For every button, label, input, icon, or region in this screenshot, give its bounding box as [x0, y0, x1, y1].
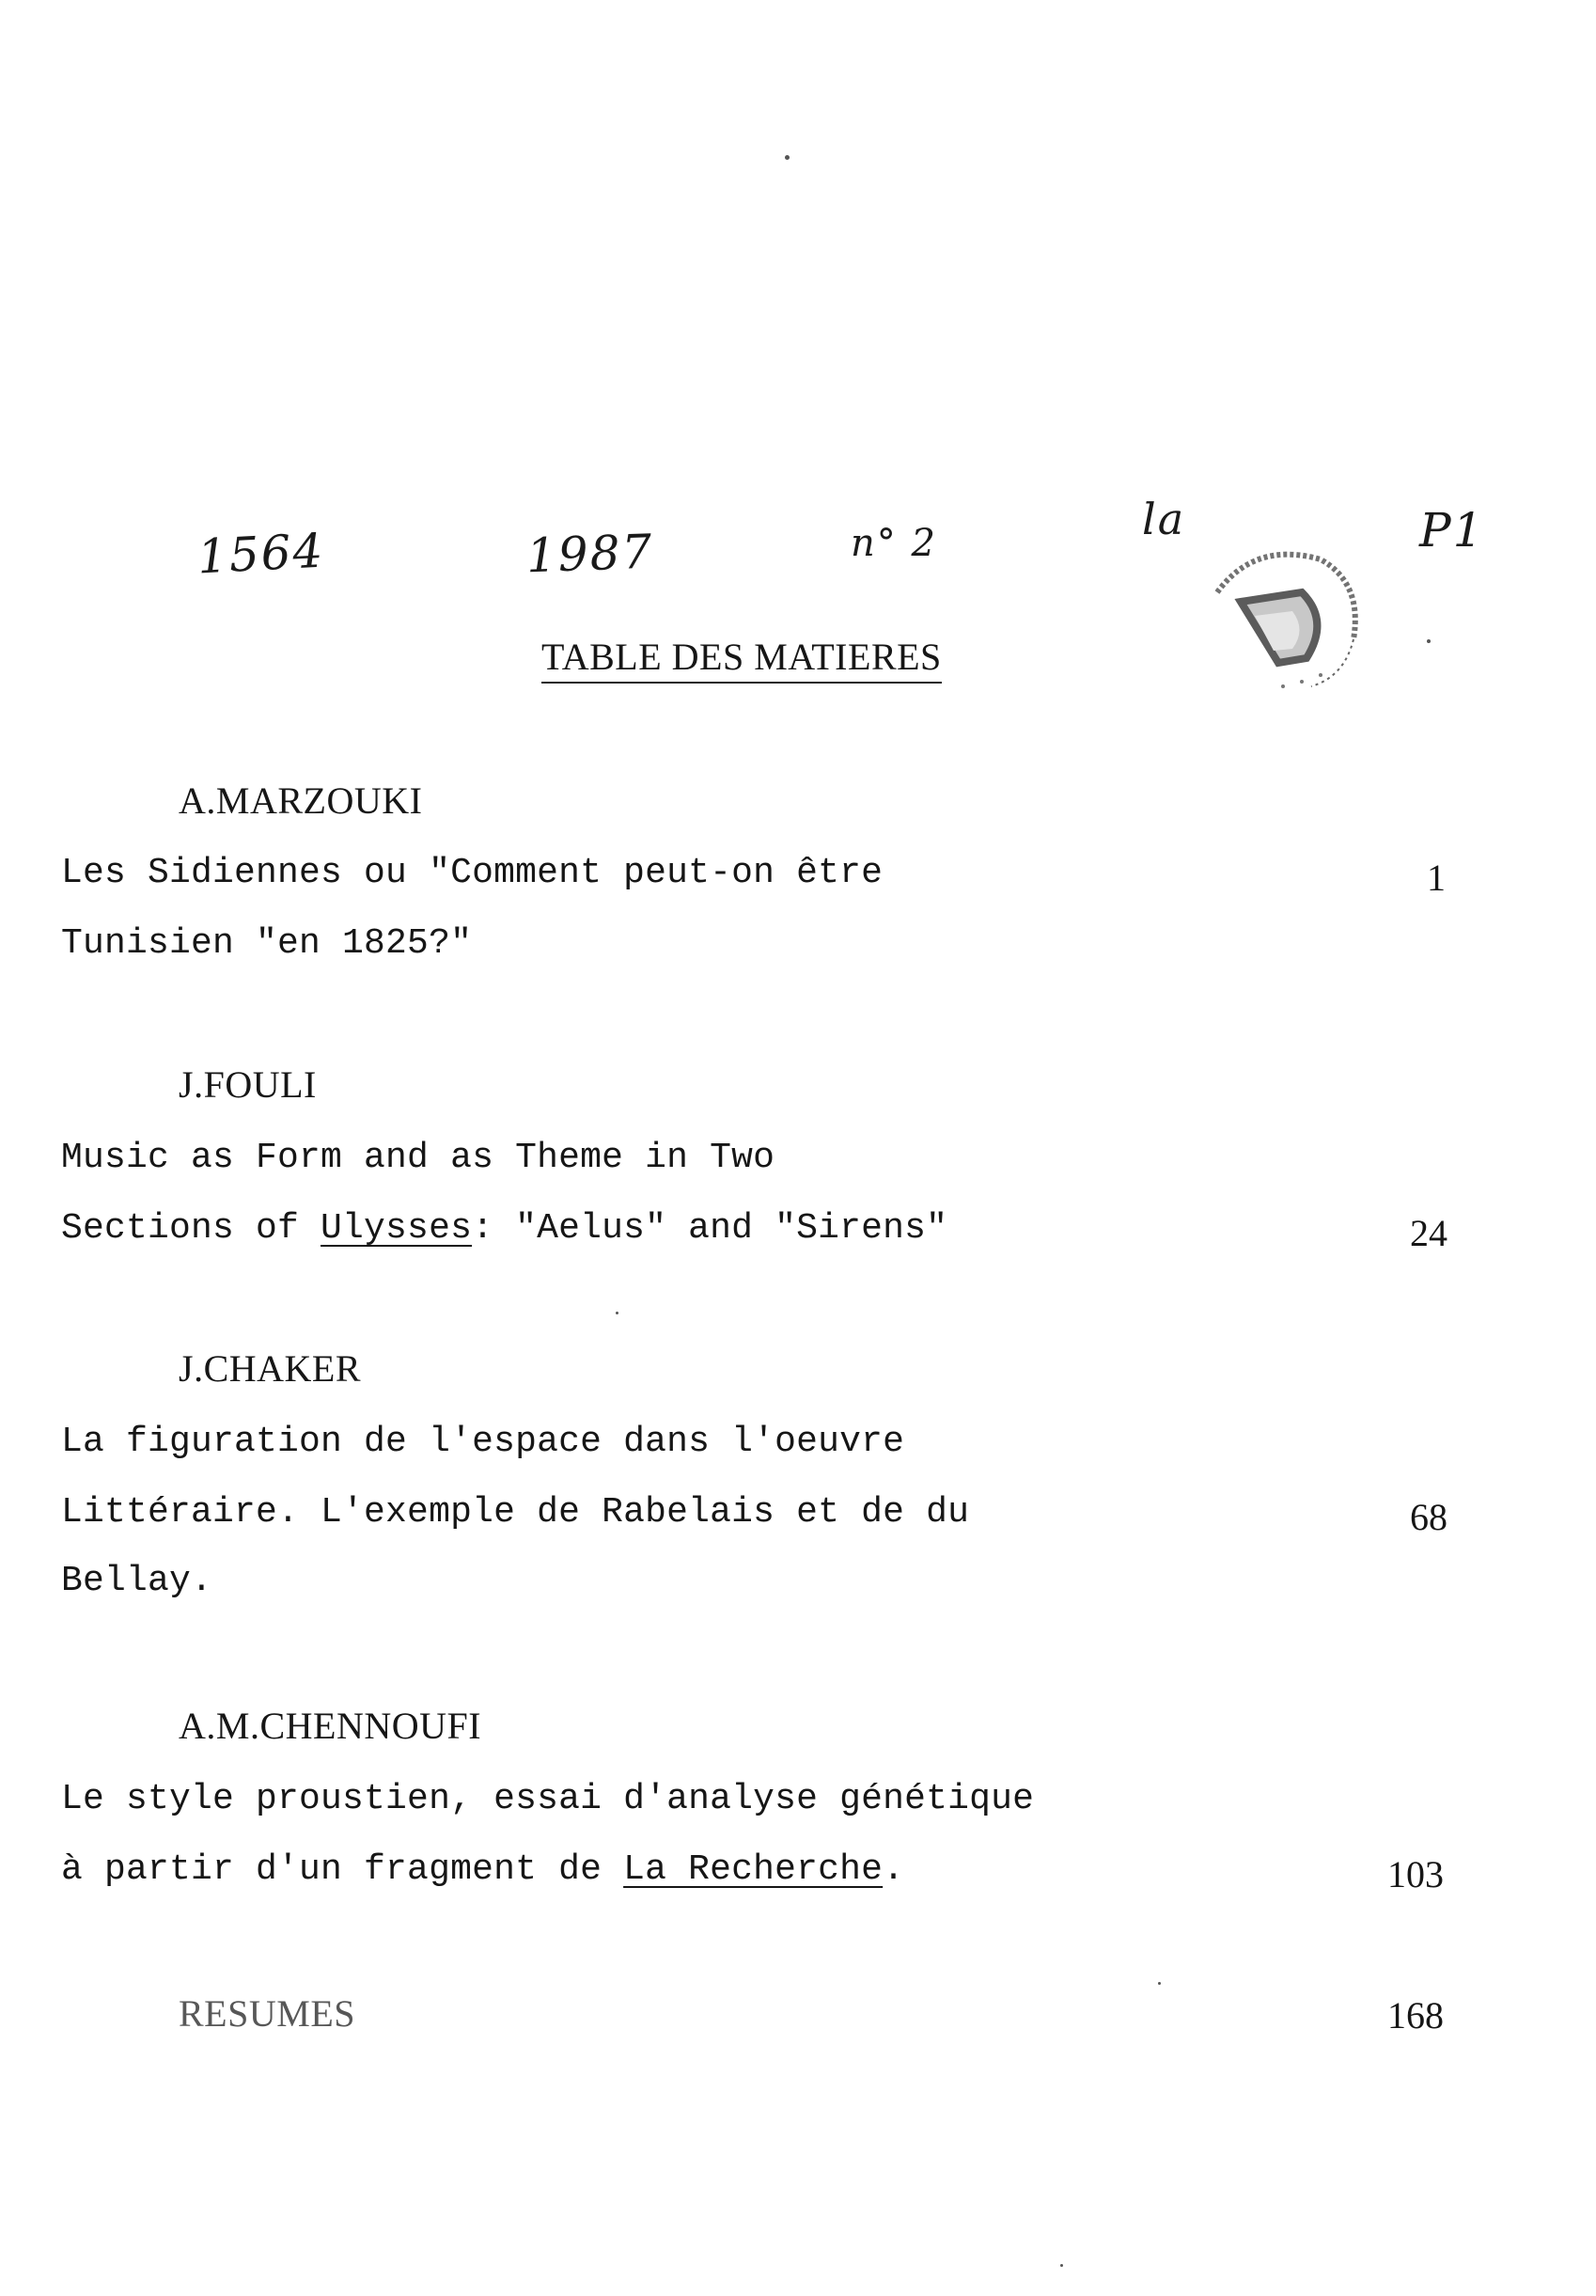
- scan-speck: [1158, 1982, 1161, 1985]
- work-title: Ulysses: [321, 1208, 473, 1249]
- resumes-label: RESUMES: [179, 1992, 355, 2035]
- handwritten-year-note: 1987: [525, 524, 655, 584]
- work-title: La Recherche: [623, 1849, 884, 1890]
- entry-title-text: : "Aelus" and "Sirens": [472, 1208, 948, 1249]
- entry-title-line: Music as Form and as Theme in Two: [61, 1138, 775, 1178]
- entry-page-number: 103: [1387, 1853, 1444, 1895]
- scan-speck: [785, 155, 790, 160]
- handwritten-id-note: 1564: [196, 523, 326, 585]
- entry-author: A.M.CHENNOUFI: [179, 1705, 482, 1747]
- entry-title-line: [61, 1208, 947, 1249]
- handwritten-p-note: P1: [1419, 503, 1485, 558]
- entry-title-line: La figuration de l'espace dans l'oeuvre: [61, 1422, 905, 1462]
- scan-speck: [616, 1312, 618, 1314]
- entry-author: J.FOULI: [179, 1063, 317, 1106]
- entry-page-number: 24: [1410, 1212, 1447, 1254]
- entry-title-text: Sections of: [61, 1208, 321, 1249]
- entry-title-line: Bellay.: [61, 1561, 213, 1601]
- entry-title-line: Les Sidiennes ou "Comment peut-on être: [61, 853, 884, 893]
- library-stamp-icon: [1189, 536, 1368, 696]
- scan-speck: [1060, 2264, 1063, 2267]
- handwritten-number-note: n° 2: [851, 522, 937, 565]
- entry-author: A.MARZOUKI: [179, 779, 423, 822]
- entry-title-line: Le style proustien, essai d'analyse génétique: [61, 1779, 1035, 1819]
- entry-title-line: Tunisien "en 1825?": [61, 923, 473, 964]
- entry-title-text: .: [883, 1849, 905, 1890]
- entry-title-line: Littéraire. L'exemple de Rabelais et de du: [61, 1492, 970, 1533]
- resumes-page-number: 168: [1387, 1994, 1444, 2037]
- entry-title-line: [61, 1849, 904, 1890]
- entry-title-text: à partir d'un fragment de: [61, 1849, 624, 1890]
- scan-speck: [1427, 639, 1431, 643]
- handwritten-la-note: la: [1142, 494, 1186, 544]
- entry-page-number: 1: [1427, 857, 1446, 899]
- entry-page-number: 68: [1410, 1496, 1447, 1538]
- page-title: TABLE DES MATIERES: [541, 635, 942, 684]
- entry-author: J.CHAKER: [179, 1347, 362, 1390]
